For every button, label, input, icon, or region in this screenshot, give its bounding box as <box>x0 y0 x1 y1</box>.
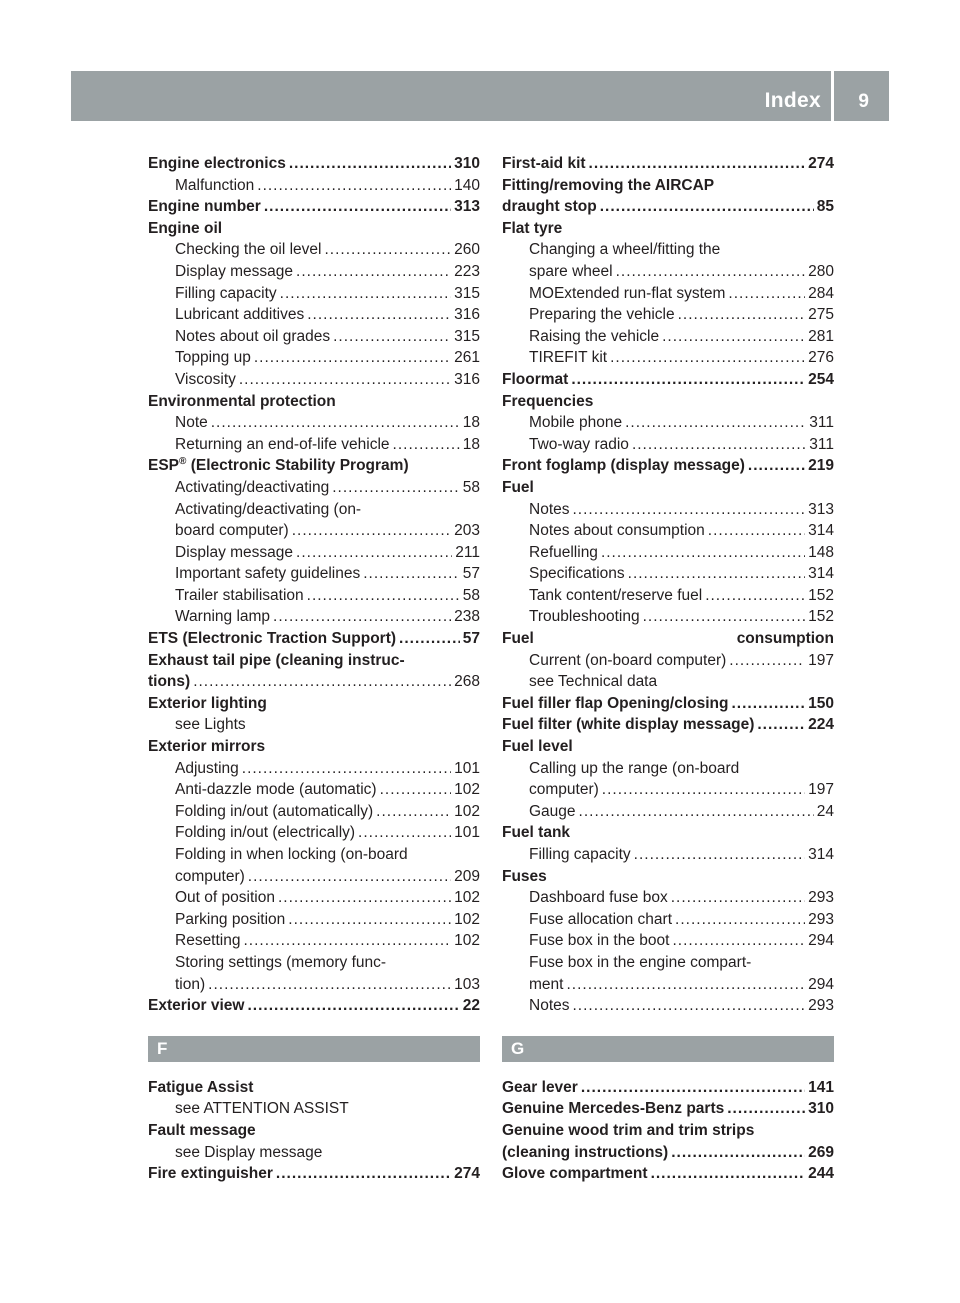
index-entry-flat-tyre: Flat tyre <box>502 219 563 237</box>
index-subentry: Troubleshooting ..... 152 <box>502 606 834 628</box>
letter-heading-f: F <box>148 1036 480 1062</box>
index-entry-frequencies: Frequencies <box>502 392 594 410</box>
index-subentry: Trailer stabilisation ..... 58 <box>148 585 480 607</box>
index-subentry: Adjusting ..... 101 <box>148 758 480 780</box>
index-subentry: Folding in/out (automatically) ..... 102 <box>148 801 480 823</box>
index-subentry: Viscosity ..... 316 <box>148 369 480 391</box>
index-subentry: Returning an end-of-life vehicle ..... 18 <box>148 434 480 456</box>
index-entry-genuine-parts: Genuine Mercedes-Benz parts ..... 310 <box>502 1098 834 1120</box>
index-entry-aircap-cont: draught stop ..... 85 <box>502 196 834 218</box>
index-entry: Engine number ..... 313 <box>148 196 480 218</box>
index-subentry: Specifications ..... 314 <box>502 563 834 585</box>
index-subentry: Warning lamp ..... 238 <box>148 606 480 628</box>
index-entry-wood-trim: Genuine wood trim and trim strips <box>502 1121 755 1139</box>
index-subentry: Anti-dazzle mode (automatic) ..... 102 <box>148 779 480 801</box>
index-entry-aircap: Fitting/removing the AIRCAP <box>502 176 715 194</box>
index-subentry: Filling capacity ..... 315 <box>148 283 480 305</box>
index-entry-esp <box>148 455 480 628</box>
index-entry-gear-lever: Gear lever ..... 141 <box>502 1077 834 1099</box>
index-subentry: ment ..... 294 <box>502 974 834 996</box>
index-subentry: Topping up ..... 261 <box>148 347 480 369</box>
index-entry: Environmental protection <box>148 392 336 410</box>
index-entry-fuel-consumption: Fuel consumption <box>502 630 834 648</box>
index-entry-floormat: Floormat ..... 254 <box>502 369 834 391</box>
index-subentry: Two-way radio ..... 311 <box>502 434 834 456</box>
index-subentry: Activating/deactivating ..... 58 <box>148 477 480 499</box>
index-subentry-wrap: Storing settings (memory func- <box>175 953 387 971</box>
index-subentry: Preparing the vehicle ..... 275 <box>502 304 834 326</box>
index-subentry: Folding in/out (electrically) ..... 101 <box>148 822 480 844</box>
index-entry-fuel: Fuel <box>502 478 534 496</box>
index-subentry: Note ..... 18 <box>148 412 480 434</box>
index-subentry-wrap: Fuse box in the engine compart- <box>529 953 752 971</box>
index-subentry: Tank content/reserve fuel ..... 152 <box>502 585 834 607</box>
index-subentry: Current (on-board computer) ..... 197 <box>502 650 834 672</box>
entry-heading: ESP® (Electronic Stability Program) <box>148 456 409 475</box>
index-subentry: Out of position ..... 102 <box>148 887 480 909</box>
index-entry-fuel-level: Fuel level <box>502 738 573 756</box>
see-reference: see Technical data <box>529 673 658 691</box>
index-entry-exhaust: Exhaust tail pipe (cleaning instruc- <box>148 651 405 669</box>
index-entry-glove-compartment: Glove compartment ..... 244 <box>502 1163 834 1185</box>
index-subentry: Checking the oil level ..... 260 <box>148 239 480 261</box>
page-number: 9 <box>858 91 869 112</box>
see-reference: see ATTENTION ASSIST <box>175 1100 349 1118</box>
index-subentry: computer) ..... 197 <box>502 779 834 801</box>
index-entry-fatigue-assist: Fatigue Assist <box>148 1078 254 1096</box>
index-subentry: Notes ..... 313 <box>502 499 834 521</box>
index-subentry: Resetting ..... 102 <box>148 930 480 952</box>
index-entry-wood-trim-cont: (cleaning instructions) ..... 269 <box>502 1142 834 1164</box>
index-entry: Engine oil <box>148 219 223 237</box>
index-subentry: TIREFIT kit ..... 276 <box>502 347 834 369</box>
index-subentry: Mobile phone ..... 311 <box>502 412 834 434</box>
index-subentry: Display message ..... 211 <box>148 542 480 564</box>
page-header <box>71 71 889 121</box>
index-entry-ets: ETS (Electronic Traction Support) ..... 57 <box>148 628 480 650</box>
index-entry-exhaust-cont: tions) ..... 268 <box>148 671 480 693</box>
index-subentry-wrap: Activating/deactivating (on- <box>175 500 362 518</box>
index-subentry: spare wheel ..... 280 <box>502 261 834 283</box>
index-column-right <box>502 153 834 1185</box>
index-subentry: board computer) ..... 203 <box>148 520 480 542</box>
index-subentry: tion) ..... 103 <box>148 974 480 996</box>
see-reference: see Display message <box>175 1143 323 1161</box>
index-entry-exterior-lighting: Exterior lighting <box>148 694 267 712</box>
index-subentry: Parking position ..... 102 <box>148 909 480 931</box>
e-entries <box>148 153 480 455</box>
index-subentry: Display message ..... 223 <box>148 261 480 283</box>
index-entry-fuel-tank: Fuel tank <box>502 824 571 842</box>
index-subentry: Gauge ..... 24 <box>502 801 834 823</box>
index-subentry-wrap: Changing a wheel/fitting the <box>529 241 721 259</box>
index-subentry: Fuse box in the boot ..... 294 <box>502 930 834 952</box>
index-subentry: Notes ..... 293 <box>502 995 834 1017</box>
index-subentry: computer) ..... 209 <box>148 866 480 888</box>
index-subentry: Dashboard fuse box ..... 293 <box>502 887 834 909</box>
index-entry-front-foglamp: Front foglamp (display message) ..... 219 <box>502 455 834 477</box>
section-title: Index <box>764 89 821 112</box>
index-entry-fire-extinguisher: Fire extinguisher ..... 274 <box>148 1163 480 1185</box>
index-entry-exterior-view: Exterior view ..... 22 <box>148 995 480 1017</box>
index-subentry: Notes about oil grades ..... 315 <box>148 326 480 348</box>
letter-heading-g: G <box>502 1036 834 1062</box>
index-subentry: Raising the vehicle ..... 281 <box>502 326 834 348</box>
index-entry-fault-message: Fault message <box>148 1121 256 1139</box>
index-entry-fuel-filler-flap: Fuel filler flap Opening/closing ..... 150 <box>502 693 834 715</box>
index-subentry: Fuse allocation chart ..... 293 <box>502 909 834 931</box>
index-subentry: MOExtended run-flat system ..... 284 <box>502 283 834 305</box>
index-subentry-wrap: Calling up the range (on-board <box>529 759 740 777</box>
index-entry-first-aid: First-aid kit ..... 274 <box>502 153 834 175</box>
index-entry-exterior-mirrors: Exterior mirrors <box>148 738 266 756</box>
index-subentry: Malfunction ..... 140 <box>148 175 480 197</box>
index-subentry: Lubricant additives ..... 316 <box>148 304 480 326</box>
index-subentry: Important safety guidelines ..... 57 <box>148 563 480 585</box>
index-entry-fuel-filter: Fuel filter (white display message) ..... 224 <box>502 714 834 736</box>
index-subentry: Notes about consumption ..... 314 <box>502 520 834 542</box>
index-entry-fuses: Fuses <box>502 867 547 885</box>
index-subentry: Refuelling ..... 148 <box>502 542 834 564</box>
header-divider <box>831 71 834 121</box>
index-entry: Engine electronics ..... 310 <box>148 153 480 175</box>
index-subentry-wrap: Folding in when locking (on-board <box>175 846 408 863</box>
see-reference: see Lights <box>175 716 246 734</box>
index-subentry: Filling capacity ..... 314 <box>502 844 834 866</box>
index-column-left <box>148 153 480 1185</box>
